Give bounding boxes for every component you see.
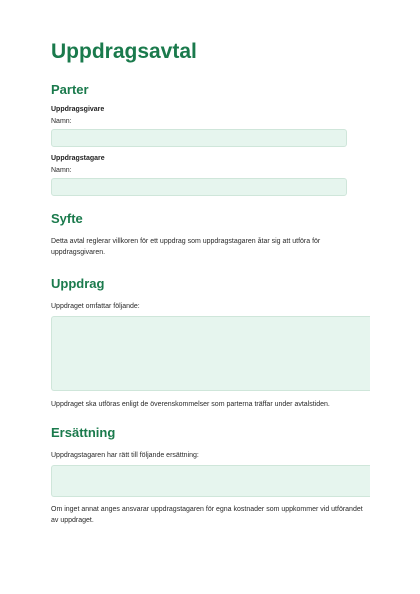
uppdragsgivare-name-label: Namn: — [51, 118, 72, 125]
uppdragsgivare-label: Uppdragsgivare — [51, 106, 105, 113]
section-heading-uppdrag: Uppdrag — [51, 276, 105, 291]
ersattning-intro: Uppdragstagaren har rätt till följande ersättning: — [51, 452, 199, 459]
uppdrag-after-text: Uppdraget ska utföras enligt de överenskommelser som parterna träffar under avtalstiden. — [51, 401, 330, 408]
section-heading-syfte: Syfte — [51, 211, 83, 226]
ersattning-after-text: Om inget annat anges ansvarar uppdragstagaren för egna kostnader som uppkommer vid utförandet av uppdraget. — [51, 506, 363, 524]
ersattning-field[interactable] — [51, 465, 370, 497]
syfte-text: Detta avtal reglerar villkoren för ett uppdrag som uppdragstagaren åtar sig att utföra för uppdragsgivaren. — [51, 238, 321, 256]
section-heading-parter: Parter — [51, 82, 89, 97]
document-title: Uppdragsavtal — [51, 40, 197, 63]
uppdragsgivare-name-field[interactable] — [51, 129, 347, 147]
uppdrag-description-field[interactable] — [51, 316, 370, 391]
uppdragstagare-name-label: Namn: — [51, 167, 72, 174]
section-heading-ersattning: Ersättning — [51, 425, 116, 440]
uppdragstagare-name-field[interactable] — [51, 178, 347, 196]
uppdragstagare-label: Uppdragstagare — [51, 155, 105, 162]
uppdrag-intro: Uppdraget omfattar följande: — [51, 303, 140, 310]
